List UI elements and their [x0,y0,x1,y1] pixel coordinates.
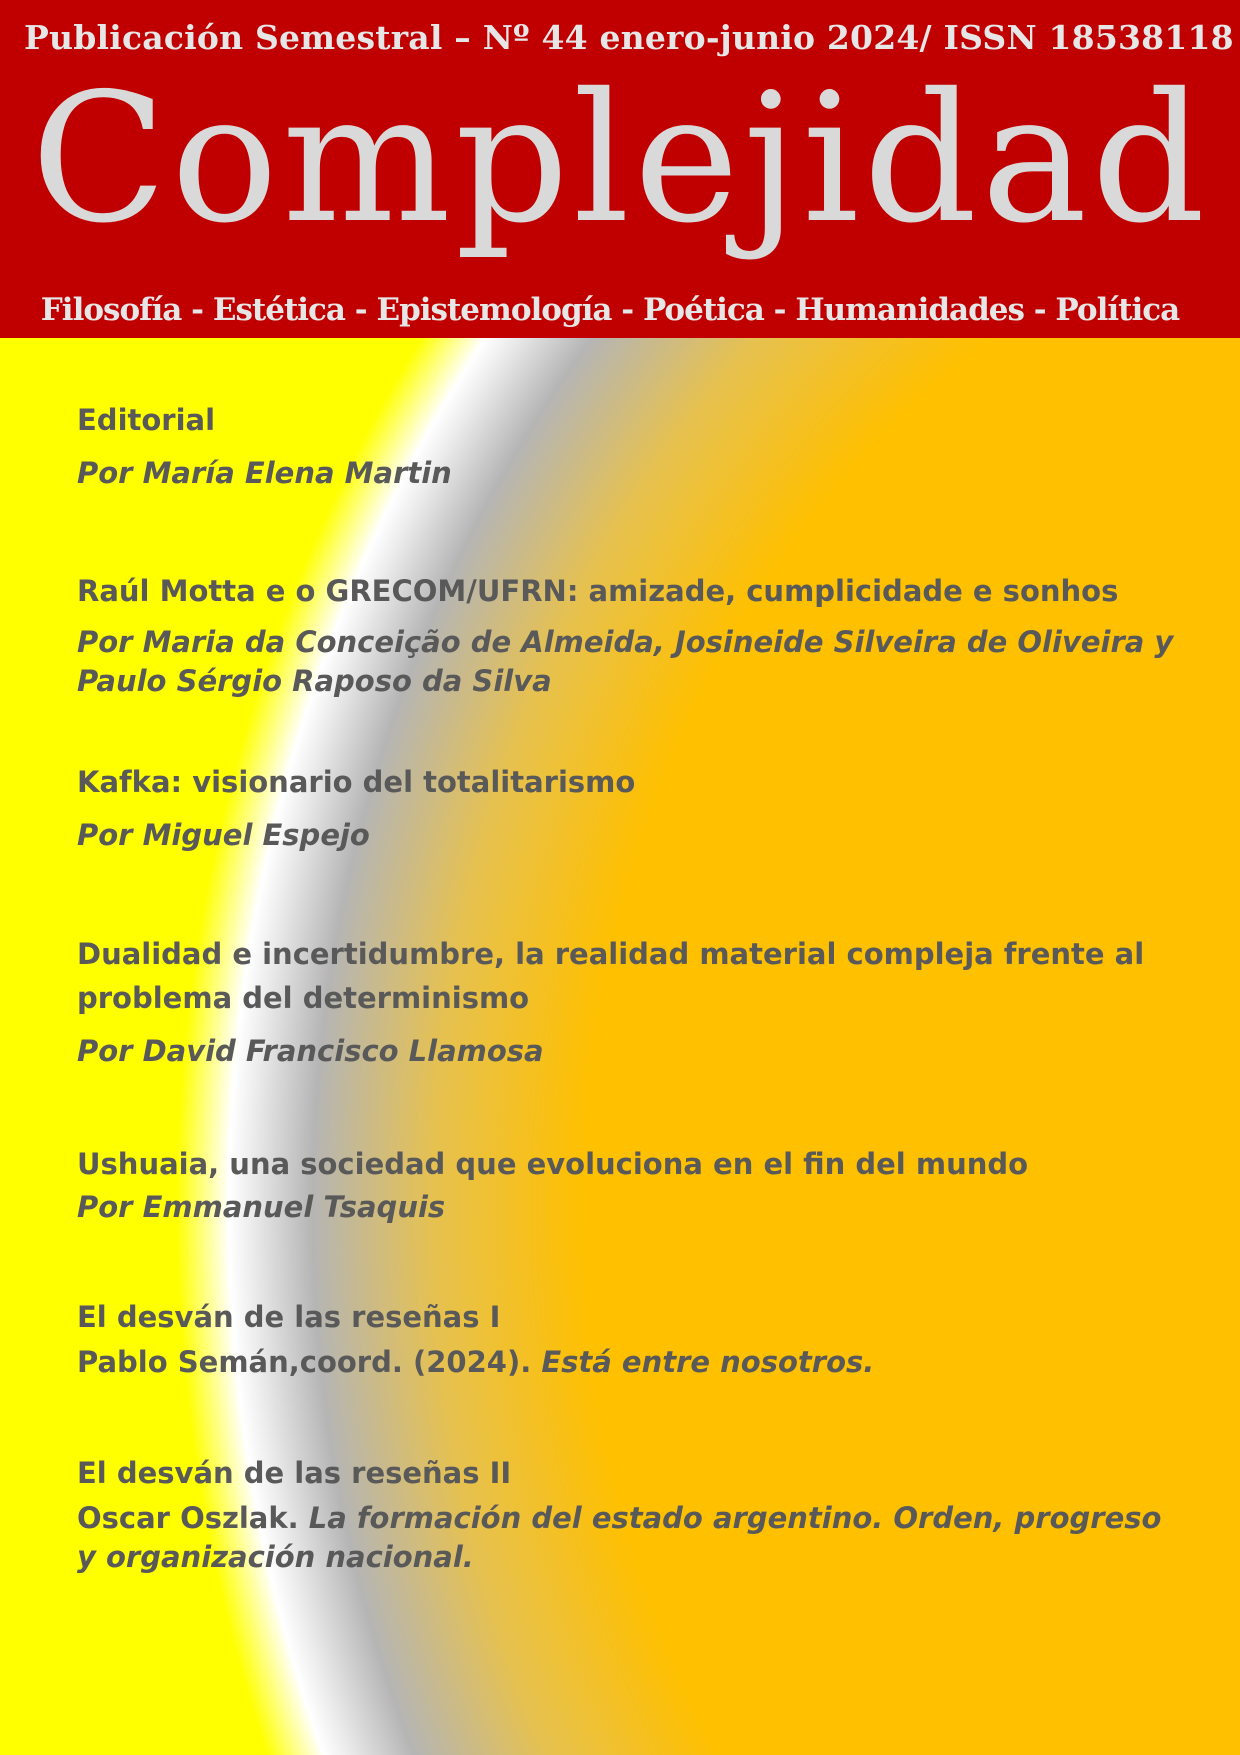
journal-title: Complejidad [30,55,1210,262]
entry-author: Por Miguel Espejo [77,818,370,852]
toc-entry-kafka [77,760,1177,855]
entry-title: Dualidad e incertidumbre, la realidad material compleja frente al problema del determinismo [77,937,1145,1015]
toc-entry-grecom [77,569,1177,701]
cover-header [0,0,1240,338]
toc-entry-ushuaia [77,1142,1177,1227]
reference-author: Oscar Oszlak. [77,1501,309,1535]
entry-reference [77,1343,1177,1382]
toc-entry-resenas-1 [77,1295,1177,1382]
publication-line: Publicación Semestral – Nº 44 enero-junio 2024/ ISSN 18538118 [24,18,1234,57]
entry-title: El desván de las reseñas II [77,1456,512,1490]
subjects-line: Filosofía - Estética - Epistemología - Poética - Humanidades - Política [40,292,1180,328]
toc-entry-resenas-2 [77,1451,1177,1577]
entry-title: Kafka: visionario del totalitarismo [77,765,636,799]
reference-work-title: Está entre nosotros. [541,1345,875,1379]
entry-title: Ushuaia, una sociedad que evoluciona en el fin del mundo [77,1147,1029,1181]
entry-author: Por Emmanuel Tsaquis [77,1190,446,1224]
entry-author: Por David Francisco Llamosa [77,1034,544,1068]
toc-entry-editorial [77,398,1177,493]
reference-work-title: La formación del estado argentino. Orden, progreso y organización nacional. [77,1501,1162,1574]
entry-title: Raúl Motta e o GRECOM/UFRN: amizade, cumplicidade e sonhos [77,574,1119,608]
entry-title: Editorial [77,403,216,437]
cover-body [0,338,1240,1755]
entry-author: Por María Elena Martin [77,456,452,490]
toc-entry-dualidad [77,932,1177,1071]
entry-title: El desván de las reseñas I [77,1300,501,1334]
entry-reference [77,1499,1177,1577]
reference-author: Pablo Semán,coord. (2024). [77,1345,542,1379]
entry-author: Por Maria da Conceição de Almeida, Josineide Silveira de Oliveira y Paulo Sérgio Raposo da Silva [77,625,1174,698]
